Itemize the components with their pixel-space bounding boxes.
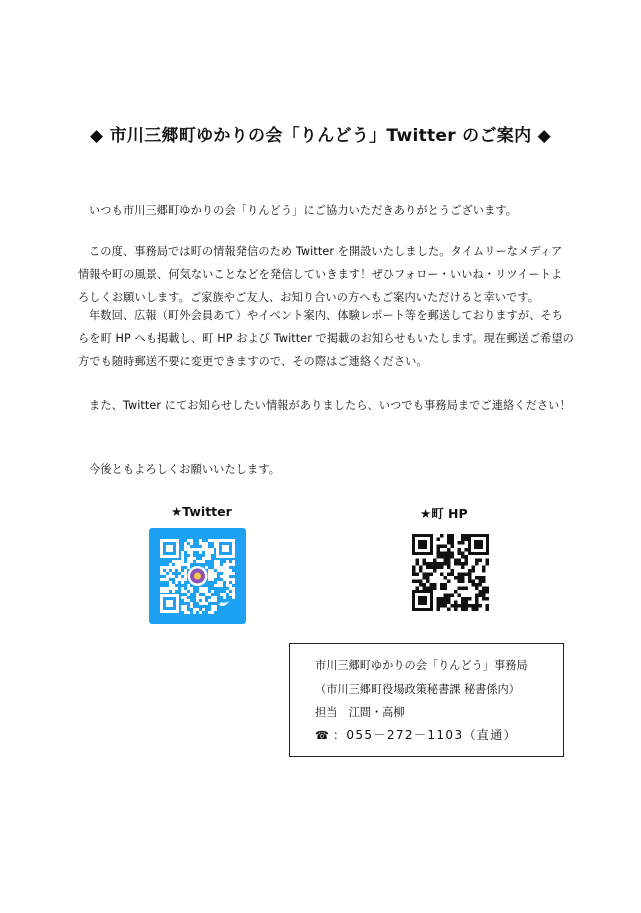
contact-department: （市川三郷町役場政策秘書課 秘書係内） <box>315 683 520 696</box>
contact-phone <box>315 726 517 743</box>
twitter-qr-code[interactable] <box>149 528 246 624</box>
town-hp-qr-code[interactable] <box>412 534 489 611</box>
text-line: らを町 HP へも掲載し、町 HP および Twitter で掲載のお知らせもいたします。現在郵送ご希望の <box>78 332 574 345</box>
contact-box <box>289 643 564 757</box>
contact-person: 担当 江間・高柳 <box>315 706 405 719</box>
text-line: いつも市川三郷町ゆかりの会「りんどう」にご協力いただきありがとうございます。 <box>89 204 518 217</box>
phone-icon: ☎ <box>315 729 329 742</box>
text-line: この度、事務局では町の情報発信のため Twitter を開設いたしました。タイムリーなメディア <box>89 245 563 258</box>
text-line: 情報や町の風景、何気ないことなどを発信していきます！ぜひフォロー・いいね・リツイートよ <box>78 268 563 281</box>
text-line: 年数回、広報（町外会員あて）やイベント案内、体験レポート等を郵送しておりますが、そち <box>89 309 564 322</box>
mailing-paragraph <box>78 304 578 373</box>
page-title: ◆ 市川三郷町ゆかりの会「りんどう」Twitter のご案内 ◆ <box>90 126 551 146</box>
text-line: また、Twitter にてお知らせしたい情報がありましたら、いつでも事務局までご連絡ください！ <box>89 399 571 412</box>
town-hp-qr-label: ★町 HP <box>420 506 468 521</box>
twitter-qr-label: ★Twitter <box>171 504 232 519</box>
text-line: 今後ともよろしくお願いいたします。 <box>89 463 280 476</box>
text-line: ろしくお願いします。ご家族やご友人、お知り合いの方へもご案内いただけると幸いです。 <box>78 291 539 304</box>
text-line: 方でも随時郵送不要に変更できますので、その際はご連絡ください。 <box>78 355 428 368</box>
phone-number: ：055－272－1103（直通） <box>332 728 518 742</box>
contact-office: 市川三郷町ゆかりの会「りんどう」事務局 <box>315 659 528 672</box>
announcement-paragraph <box>78 240 578 309</box>
twitter-qr-icon <box>149 528 246 624</box>
closing-paragraph <box>78 458 578 481</box>
contact-request-paragraph <box>78 394 578 417</box>
town-hp-qr-icon <box>412 534 489 611</box>
greeting-paragraph <box>78 199 578 222</box>
